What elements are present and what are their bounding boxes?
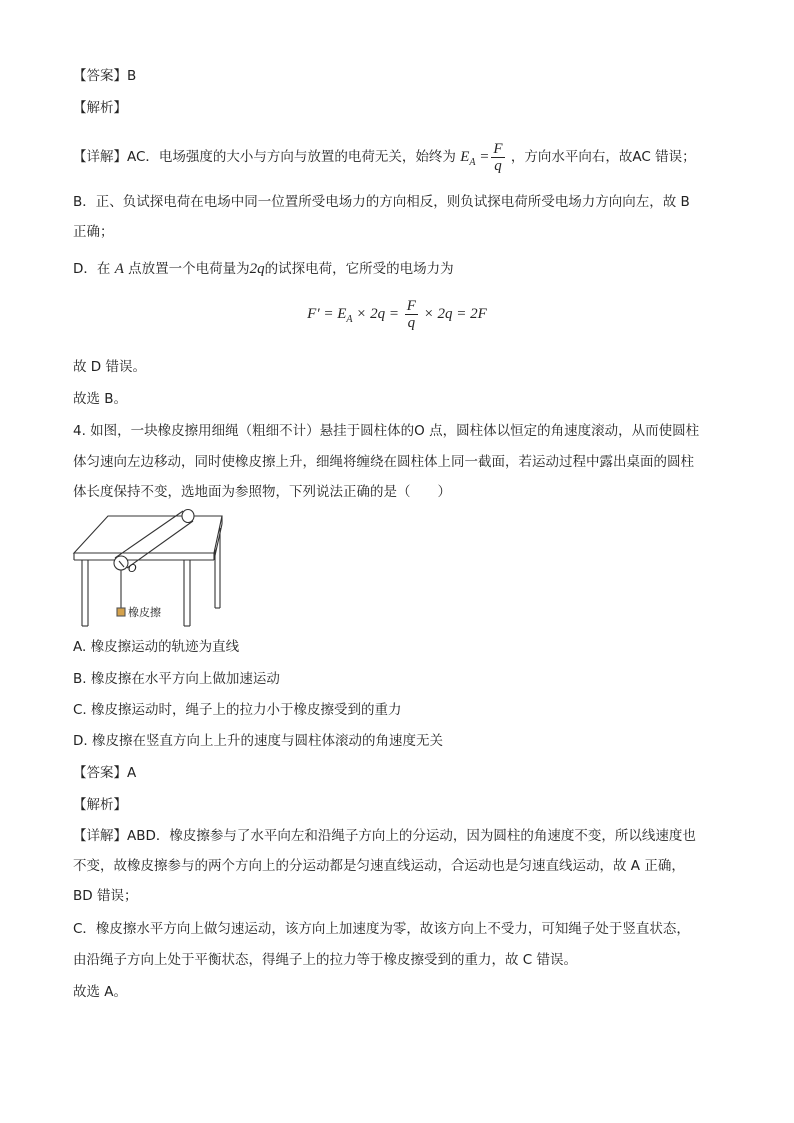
analysis-label-4: 【解析】 [73,797,127,813]
q4-stem-line3: 体长度保持不变，选地面为参照物，下列说法正确的是（ ） [73,484,451,500]
detail-line: C．橡皮擦水平方向上做匀速运动，该方向上加速度为零，故该方向上不受力，可知绳子处于竖直状态， [73,921,690,937]
eraser [117,608,125,616]
detail-ac [73,140,696,180]
cylinder [114,510,194,571]
choice-1: 故选 B。 [73,391,128,407]
eraser-label: 橡皮擦 [128,606,161,619]
detail-b-line1: B．正、负试探电荷在电场中同一位置所受电场力的方向相反，则负试探电荷所受电场力方向向左，故 B [73,194,690,210]
detail-ac-suffix: ，方向水平向右，故AC 错误； [510,149,696,165]
option-a: A. 橡皮擦运动的轨迹为直线 [73,639,240,655]
detail-d-line: D．在 A 点放置一个电荷量为2q的试探电荷，它所受的电场力为 [73,261,454,277]
detail-b-line2: 正确； [73,224,114,240]
detail-ac-prefix: 【详解】AC．电场强度的大小与方向与放置的电荷无关，始终为 [73,149,456,165]
analysis-label-1: 【解析】 [73,100,127,116]
q4-stem-line2: 体匀速向左边移动，同时使橡皮擦上升，细绳将缠绕在圆柱体上同一截面，若运动过程中露出桌面的圆柱 [73,454,694,470]
field-formula: $E_A$ = $\frac{F}{q}$ [460,141,503,175]
detail-line: BD 错误； [73,888,138,904]
table-top [74,516,222,553]
answer-label-4: 【答案】A [73,765,137,781]
table-cylinder-figure [70,508,240,630]
point-o-label: O [128,562,137,575]
detail-d-conclusion: 故 D 错误。 [73,359,146,375]
option-b: B. 橡皮擦在水平方向上做加速运动 [73,671,280,687]
force-equation: $F' = E_A \times 2q$ = $\frac{F}{q}$ × 2q = 2F [307,298,487,331]
option-c: C. 橡皮擦运动时，绳子上的拉力小于橡皮擦受到的重力 [73,702,402,718]
detail-line: 不变，故橡皮擦参与的两个方向上的分运动都是匀速直线运动，合运动也是匀速直线运动，故 A 正确， [73,858,685,874]
detail-line: 【详解】ABD．橡皮擦参与了水平向左和沿绳子方向上的分运动，因为圆柱的角速度不变，所以线速度也 [73,828,696,844]
detail-line: 故选 A。 [73,984,128,1000]
q4-stem-line1: 4. 如图，一块橡皮擦用细绳（粗细不计）悬挂于圆柱体的O 点，圆柱体以恒定的角速度滚动，从而使圆柱 [73,423,700,439]
detail-line: 由沿绳子方向上处于平衡状态，得绳子上的拉力等于橡皮擦受到的重力，故 C 错误。 [73,952,578,968]
option-d: D. 橡皮擦在竖直方向上上升的速度与圆柱体滚动的角速度无关 [73,733,443,749]
answer-label-1: 【答案】B [73,68,137,84]
